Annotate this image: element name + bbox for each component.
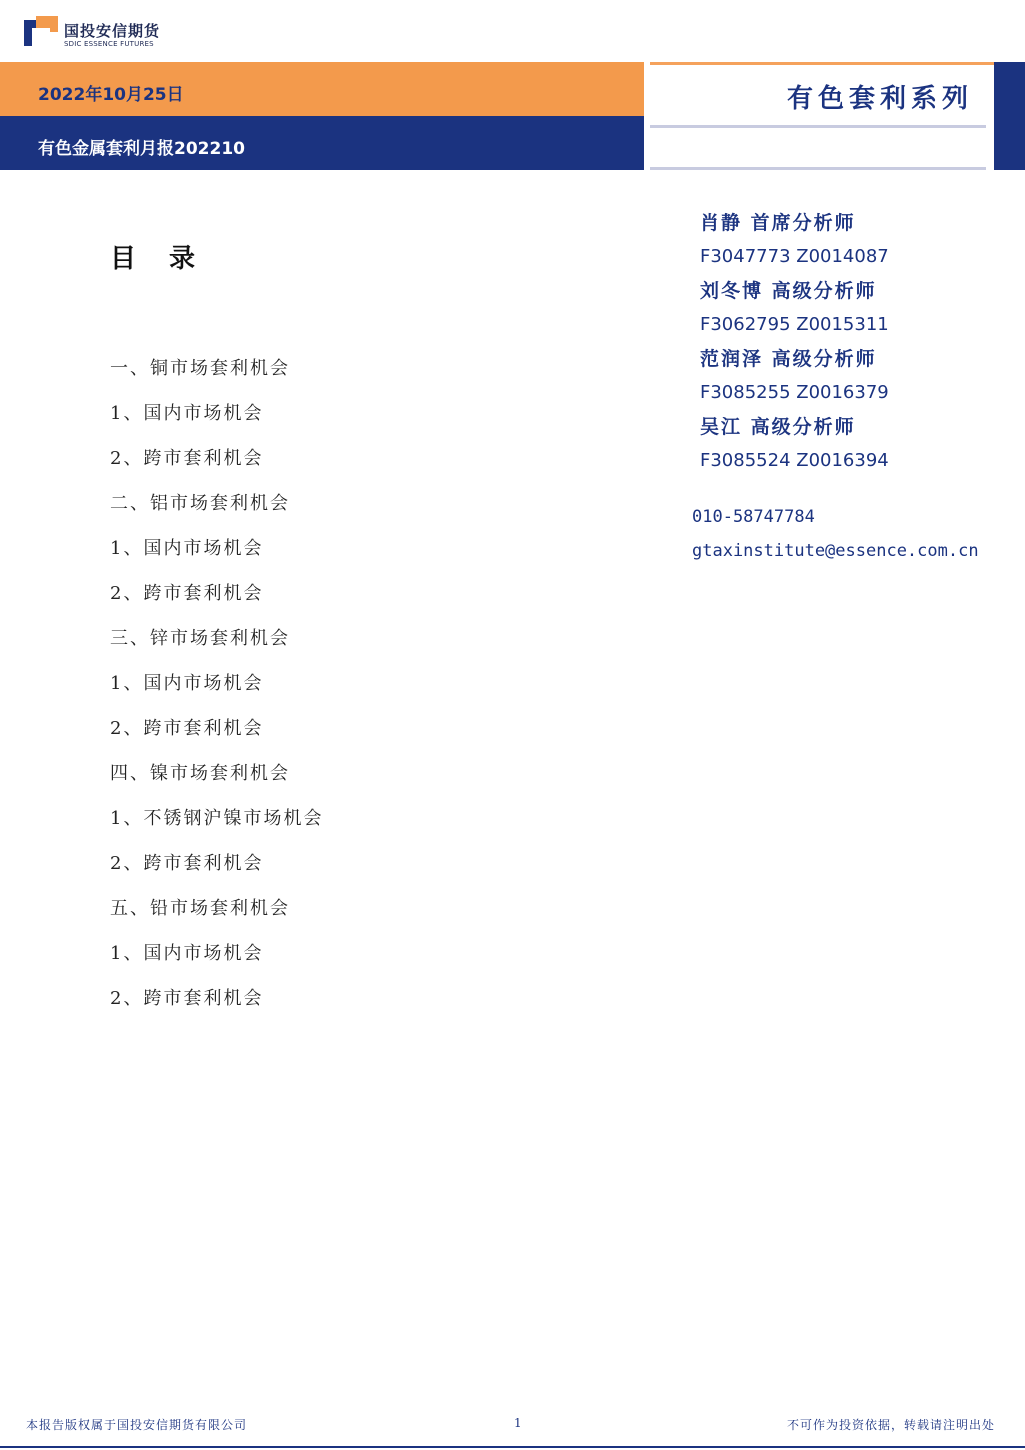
toc-item[interactable]: 五、铅市场套利机会 <box>110 898 290 919</box>
toc-item[interactable]: 一、铜市场套利机会 <box>110 358 290 379</box>
logo-mark-icon <box>24 16 58 50</box>
toc-item[interactable]: 2、跨市套利机会 <box>110 583 264 604</box>
toc-item[interactable]: 2、跨市套利机会 <box>110 718 264 739</box>
report-date: 2022年10月25日 <box>38 85 184 105</box>
toc-item[interactable]: 1、不锈钢沪镍市场机会 <box>110 808 324 829</box>
toc-item[interactable]: 1、国内市场机会 <box>110 538 264 559</box>
header-divider-line <box>650 125 986 128</box>
contact-email[interactable]: gtaxinstitute@essence.com.cn <box>692 541 979 561</box>
analyst-license-ids: F3062795 Z0015311 <box>700 314 889 335</box>
footer-divider-line <box>0 1446 1025 1448</box>
logo-name-cn: 国投安信期货 <box>64 22 161 40</box>
table-of-contents <box>110 355 323 1030</box>
toc-item[interactable]: 三、锌市场套利机会 <box>110 628 290 649</box>
series-title: 有色套利系列 <box>786 84 973 114</box>
analyst-name: 刘冬博 高级分析师 <box>700 280 877 302</box>
footer-disclaimer: 不可作为投资依据，转载请注明出处 <box>786 1418 995 1432</box>
toc-heading: 目 录 <box>110 244 208 274</box>
analyst-name: 范润泽 高级分析师 <box>700 348 877 370</box>
report-title: 有色金属套利月报202210 <box>38 139 245 159</box>
analyst-license-ids: F3047773 Z0014087 <box>700 246 889 267</box>
toc-item[interactable]: 1、国内市场机会 <box>110 943 264 964</box>
toc-item[interactable]: 二、铝市场套利机会 <box>110 493 290 514</box>
analyst-name: 吴江 高级分析师 <box>700 416 856 438</box>
analyst-name: 肖静 首席分析师 <box>700 212 856 234</box>
analyst-list <box>700 206 1020 478</box>
toc-item[interactable]: 2、跨市套利机会 <box>110 853 264 874</box>
toc-item[interactable]: 2、跨市套利机会 <box>110 988 264 1009</box>
footer-copyright: 本报告版权属于国投安信期货有限公司 <box>26 1418 248 1432</box>
header-divider-line <box>650 167 986 170</box>
logo-name-en: SDIC ESSENCE FUTURES <box>64 40 154 48</box>
analyst-license-ids: F3085524 Z0016394 <box>700 450 889 471</box>
toc-item[interactable]: 1、国内市场机会 <box>110 403 264 424</box>
contact-phone: 010-58747784 <box>692 507 815 527</box>
page-number: 1 <box>514 1416 523 1430</box>
company-logo <box>24 16 164 52</box>
header-right-top-line <box>650 62 994 65</box>
toc-item[interactable]: 四、镍市场套利机会 <box>110 763 290 784</box>
toc-item[interactable]: 2、跨市套利机会 <box>110 448 264 469</box>
analyst-license-ids: F3085255 Z0016379 <box>700 382 889 403</box>
header-right-accent <box>994 62 1025 170</box>
toc-item[interactable]: 1、国内市场机会 <box>110 673 264 694</box>
